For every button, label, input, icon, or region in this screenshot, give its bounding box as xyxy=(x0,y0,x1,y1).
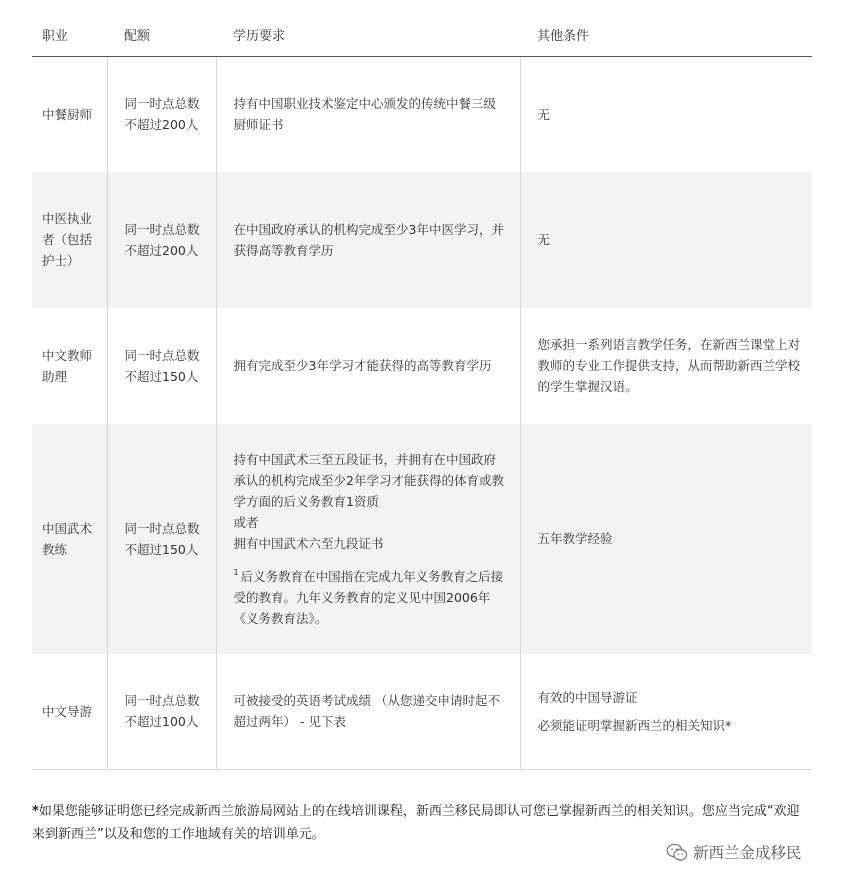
cell-quota: 同一时点总数不超过200人 xyxy=(107,57,216,172)
other-text: 有效的中国导游证 xyxy=(537,689,638,705)
education-text: 持有中国职业技术鉴定中心颁发的传统中餐三级厨师证书 xyxy=(233,96,497,133)
cell-quota: 同一时点总数不超过200人 xyxy=(107,172,216,308)
cell-occupation: 中医执业者（包括护士） xyxy=(32,172,107,308)
table-row xyxy=(32,172,812,308)
education-text: 持有中国武术三至五段证书，并拥有在中国政府承认的机构完成至少2年学习才能获得的体育或教学方面的后义务教育1资质 xyxy=(233,451,504,509)
other-text: 您承担一系列语言教学任务，在新西兰课堂上对教师的专业工作提供支持，从而帮助新西兰学校的学生掌握汉语。 xyxy=(537,337,801,394)
education-text-alt: 拥有中国武术六至九段证书 xyxy=(233,535,384,551)
education-or: 或者 xyxy=(233,514,259,530)
cell-other xyxy=(520,308,812,424)
cell-education xyxy=(216,424,520,654)
footer-note xyxy=(32,800,812,846)
education-text: 在中国政府承认的机构完成至少3年中医学习，并获得高等教育学历 xyxy=(233,221,504,258)
footer-text: 如果您能够证明您已经完成新西兰旅游局网站上的在线培训课程，新西兰移民局即认可您已掌握新西兰的相关知识。您应当完成“欢迎来到新西兰”以及和您的工作地域有关的培训单元。 xyxy=(32,804,800,842)
cell-other xyxy=(520,57,812,172)
table-header-row xyxy=(32,12,812,57)
cell-quota: 同一时点总数不超过100人 xyxy=(107,654,216,770)
watermark xyxy=(666,841,802,863)
table-row xyxy=(32,57,812,172)
table-row xyxy=(32,654,812,770)
occupation-quota-table xyxy=(32,12,812,770)
cell-occupation: 中国武术教练 xyxy=(32,424,107,654)
footnote xyxy=(234,566,508,629)
table-row xyxy=(32,424,812,654)
header-other-conditions: 其他条件 xyxy=(520,12,812,57)
cell-occupation: 中文教师助理 xyxy=(42,347,93,384)
cell-education xyxy=(216,654,520,770)
cell-quota: 同一时点总数不超过150人 xyxy=(107,424,216,654)
quota-table-container xyxy=(32,12,812,770)
education-text: 拥有完成至少3年学习才能获得的高等教育学历 xyxy=(233,358,492,373)
cell-education xyxy=(216,308,520,424)
cell-other xyxy=(520,424,812,654)
other-text: 无 xyxy=(537,106,551,122)
cell-other xyxy=(520,172,812,308)
other-text: 五年教学经验 xyxy=(537,531,613,546)
other-text-2: 必须能证明掌握新西兰的相关知识* xyxy=(537,717,732,733)
cell-occupation: 中文导游 xyxy=(32,654,107,770)
education-text: 可被接受的英语考试成绩 （从您递交申请时起不超过两年） - 见下表 xyxy=(233,693,500,730)
footer-star: * xyxy=(32,804,39,819)
header-quota: 配额 xyxy=(107,12,216,57)
cell-education xyxy=(216,57,520,172)
cell-other xyxy=(520,654,812,770)
header-occupation: 职业 xyxy=(32,12,107,57)
cell-quota: 同一时点总数不超过150人 xyxy=(107,308,216,424)
cell-occupation: 中餐厨师 xyxy=(42,106,93,122)
watermark-text: 新西兰金成移民 xyxy=(693,844,802,862)
cell-education xyxy=(216,172,520,308)
header-education: 学历要求 xyxy=(216,12,520,57)
footnote-text: 后义务教育在中国指在完成九年义务教育之后接受的教育。九年义务教育的定义见中国2006年《义务教育法》。 xyxy=(233,568,504,626)
footnote-mark: 1 xyxy=(233,568,239,578)
other-text: 无 xyxy=(537,232,551,247)
wechat-icon xyxy=(666,843,688,862)
table-row xyxy=(32,308,812,424)
